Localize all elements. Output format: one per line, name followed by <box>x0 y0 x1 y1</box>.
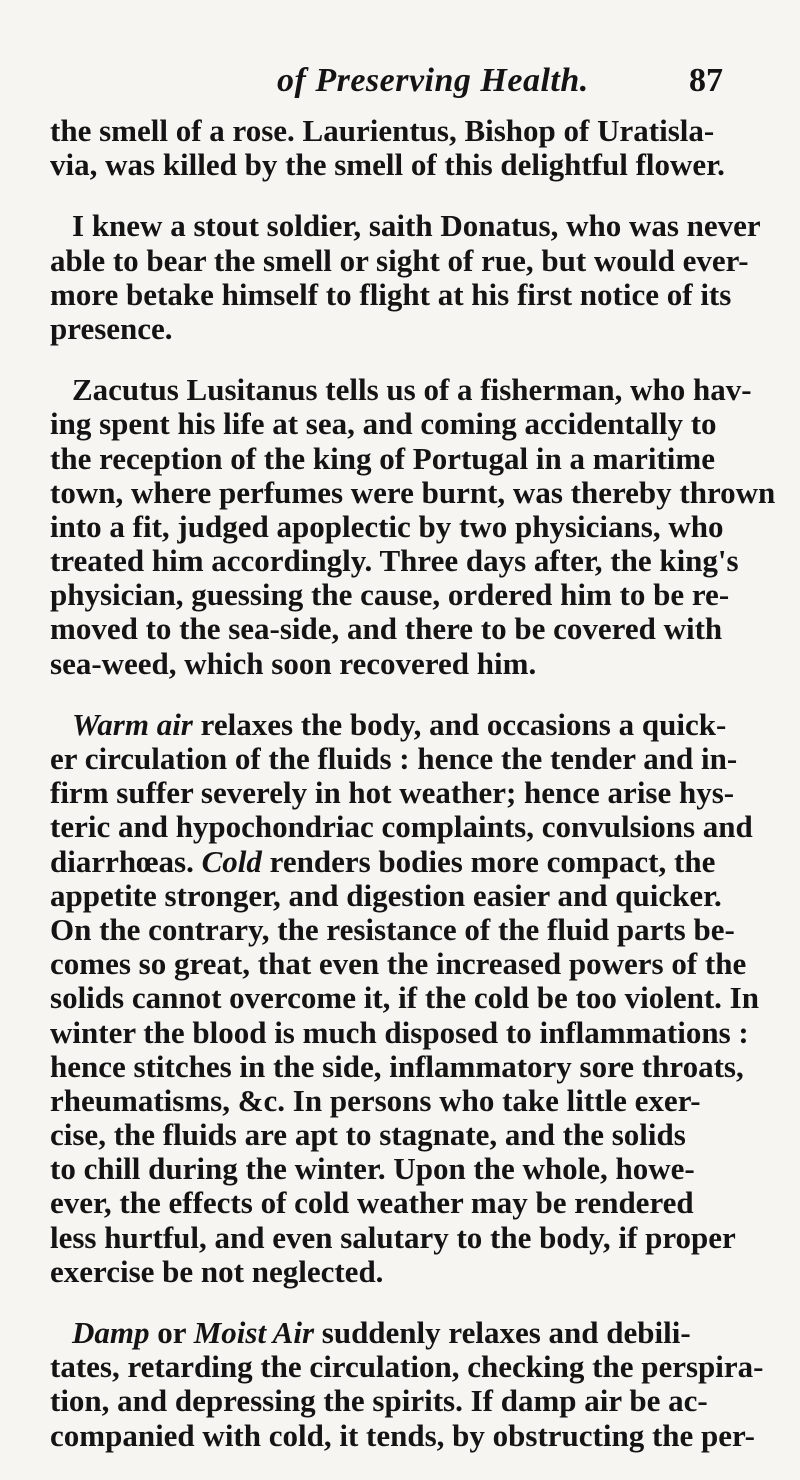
paragraph-rose <box>50 114 788 182</box>
text-run: treated him accordingly. Three days after, the king's <box>50 544 739 579</box>
text-run: less hurtful, and even salutary to the body, if proper <box>50 1220 736 1255</box>
text-line <box>50 148 788 182</box>
text-line <box>50 1316 788 1350</box>
text-run: hence stitches in the side, inflammatory sore throats, <box>50 1049 744 1084</box>
text-line <box>50 476 788 510</box>
text-run: I knew a stout soldier, saith Donatus, who was never <box>72 209 761 244</box>
text-line <box>50 913 788 947</box>
italic-term: Moist Air <box>193 1316 315 1350</box>
text-line <box>50 1255 788 1289</box>
text-run: more betake himself to flight at his first notice of its <box>50 277 732 312</box>
paragraph-fisherman <box>50 373 788 681</box>
text-line <box>50 776 788 810</box>
text-run: to chill during the winter. Upon the whole, howe- <box>50 1152 695 1187</box>
text-line <box>50 407 788 441</box>
text-line <box>50 981 788 1015</box>
page-number: 87 <box>689 62 723 99</box>
text-line <box>50 1084 788 1118</box>
text-run: able to bear the smell or sight of rue, but would ever- <box>50 243 749 278</box>
text-run: ing spent his life at sea, and coming accidentally to <box>50 407 717 442</box>
text-run: er circulation of the fluids : hence the tender and in- <box>50 742 738 776</box>
text-line <box>50 244 788 278</box>
text-line <box>50 578 788 612</box>
italic-term: Warm air <box>72 707 193 742</box>
text-line <box>50 612 788 646</box>
text-line <box>50 209 788 243</box>
text-line <box>50 810 788 844</box>
text-run: the reception of the king of Portugal in a maritime <box>50 441 715 476</box>
text-line <box>50 1050 788 1084</box>
text-line <box>50 1186 788 1220</box>
text-run: into a fit, judged apoplectic by two physicians, who <box>50 509 724 544</box>
text-run: Zacutus Lusitanus tells us of a fisherman, who hav- <box>72 373 752 408</box>
text-line <box>50 544 788 578</box>
text-line <box>50 278 788 312</box>
text-run: town, where perfumes were burnt, was thereby thrown <box>50 475 776 510</box>
text-line <box>50 742 788 776</box>
paragraph-soldier <box>50 209 788 346</box>
text-run: cise, the fluids are apt to stagnate, and the solids <box>50 1118 686 1153</box>
text-line <box>50 879 788 913</box>
text-line <box>50 845 788 879</box>
text-run: rheumatisms, &c. In persons who take little exer- <box>50 1083 701 1118</box>
text-run: tates, retarding the circulation, checking the perspira- <box>50 1350 764 1385</box>
body-text <box>50 114 788 1480</box>
text-run: via, was killed by the smell of this delightful flower. <box>50 148 725 183</box>
text-line <box>50 442 788 476</box>
text-line <box>50 647 788 681</box>
text-run: ever, the effects of cold weather may be rendered <box>50 1186 694 1221</box>
text-line <box>50 1118 788 1152</box>
text-line <box>50 1016 788 1050</box>
text-run: moved to the sea-side, and there to be covered with <box>50 612 723 647</box>
text-run: relaxes the body, and occasions a quick- <box>192 707 727 742</box>
text-run: suddenly relaxes and debili- <box>314 1316 691 1350</box>
text-line <box>50 312 788 346</box>
text-run: presence. <box>50 311 173 346</box>
text-line <box>50 373 788 407</box>
text-run: sea-weed, which soon recovered him. <box>50 646 537 681</box>
italic-term: Damp <box>72 1316 150 1350</box>
running-head <box>0 62 800 102</box>
text-run: On the contrary, the resistance of the fluid parts be- <box>50 912 735 947</box>
text-line <box>50 1419 788 1453</box>
text-run: winter the blood is much disposed to inflammations : <box>50 1015 749 1050</box>
text-run: comes so great, that even the increased powers of the <box>50 947 747 982</box>
text-line <box>50 114 788 148</box>
text-run: the smell of a rose. Laurientus, Bishop of Uratisla- <box>50 114 715 148</box>
text-line <box>50 510 788 544</box>
text-line <box>50 708 788 742</box>
text-line <box>50 1384 788 1418</box>
text-run: solids cannot overcome it, if the cold be too violent. In <box>50 981 759 1016</box>
italic-term: Cold <box>201 844 262 879</box>
text-run: tion, and depressing the spirits. If damp air be ac- <box>50 1384 708 1419</box>
text-line <box>50 1152 788 1186</box>
paragraph-damp-air <box>50 1316 788 1453</box>
text-run: companied with cold, it tends, by obstructing the per- <box>50 1418 755 1453</box>
text-line <box>50 947 788 981</box>
text-run: or <box>149 1316 194 1350</box>
text-run: diarrhœas. <box>50 844 202 879</box>
paragraph-warm-cold-air <box>50 708 788 1289</box>
text-run: teric and hypochondriac complaints, convulsions and <box>50 810 753 845</box>
text-run: exercise be not neglected. <box>50 1254 384 1289</box>
running-head-title: of Preserving Health. <box>277 62 589 99</box>
text-run: renders bodies more compact, the <box>261 844 716 879</box>
text-run: appetite stronger, and digestion easier and quicker. <box>50 878 722 913</box>
text-run: firm suffer severely in hot weather; hence arise hys- <box>50 776 735 811</box>
text-run: physician, guessing the cause, ordered him to be re- <box>50 578 730 613</box>
text-line <box>50 1350 788 1384</box>
text-line <box>50 1221 788 1255</box>
